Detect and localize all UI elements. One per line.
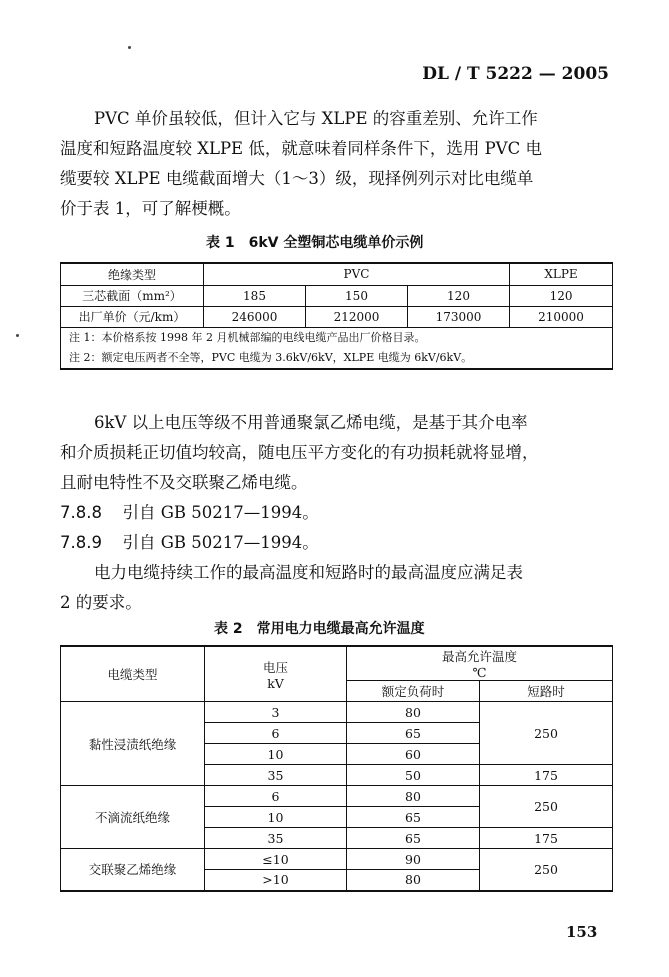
header-cell [205,646,347,702]
text-line: 6kV 以上电压等级不用普通聚氯乙烯电缆，是基于其介电率 [94,413,528,432]
text-line: 价于表 1，可了解梗概。 [60,199,241,218]
table-cell: 50 [347,765,480,786]
row-label: 出厂单价（元/km） [61,306,204,327]
table-cell: 246000 [204,306,306,327]
table-cell: 35 [205,765,347,786]
table-notes [61,327,613,369]
header-cell: 电缆类型 [61,646,205,702]
table-2 [60,645,613,892]
paragraph-3 [60,558,612,618]
table-cell: 250 [480,849,613,891]
scan-speck [16,334,19,337]
text-line: 缆要较 XLPE 电缆截面增大（1～3）级，现择例列示对比电缆单 [60,169,534,188]
text-line: PVC 单价虽较低，但计入它与 XLPE 的容重差别、允许工作 [94,109,538,128]
header-cell: XLPE [510,263,613,285]
table-1 [60,262,613,370]
table-cell: 65 [347,828,480,849]
table-cell: 60 [347,744,480,765]
table-cell: 80 [347,870,480,891]
table-cell: 175 [480,765,613,786]
paragraph-2 [60,408,612,498]
table-row [61,285,613,306]
table-cell: >10 [205,870,347,891]
table-2-caption: 表 2 常用电力电缆最高允许温度 [214,621,425,637]
table-cell: 6 [205,786,347,807]
table-cell: 35 [205,828,347,849]
table-note: 注 1：本价格系按 1998 年 2 月机械部编的电线电缆产品出厂价格目录。 [69,330,426,344]
table-cell: 185 [204,285,306,306]
document-id: DL / T 5222 — 2005 [422,64,609,84]
table-cell: 80 [347,786,480,807]
text-line: 温度和短路温度较 XLPE 低，就意味着同样条件下，选用 PVC 电 [60,139,542,158]
header-voltage-unit: kV [267,675,284,691]
row-label: 三芯截面（mm²） [61,285,204,306]
clause-text: 引自 GB 50217—1994。 [122,503,319,522]
cable-type-cell: 不滴流纸绝缘 [61,786,205,849]
header-voltage: 电压 [262,659,288,675]
clause-7-8-9 [60,528,612,558]
cable-type-cell: 黏性浸渍纸绝缘 [61,702,205,786]
clause-number: 7.8.8 [60,503,102,522]
table-cell: 250 [480,786,613,828]
table-cell: 210000 [510,306,613,327]
text-line: 和介质损耗正切值均较高，随电压平方变化的有功损耗就将显增， [60,443,539,462]
table-cell: 6 [205,723,347,744]
scan-speck [128,46,131,49]
text-line: 2 的要求。 [60,593,142,612]
table-cell: ≤10 [205,849,347,870]
header-cell: 额定负荷时 [347,681,480,702]
header-cell: PVC [204,263,510,285]
header-cell [347,646,613,681]
table-cell: 250 [480,702,613,765]
header-cell: 短路时 [480,681,613,702]
clause-7-8-8 [60,498,612,528]
table-row [61,702,613,723]
paragraph-1 [60,104,612,224]
table-cell: 150 [306,285,408,306]
table-header-row [61,646,613,681]
clause-number: 7.8.9 [60,533,102,552]
table-header-row [61,263,613,285]
table-cell: 10 [205,807,347,828]
header-cell: 绝缘类型 [61,263,204,285]
table-notes-row [61,327,613,369]
table-cell: 90 [347,849,480,870]
table-cell: 212000 [306,306,408,327]
text-line: 电力电缆持续工作的最高温度和短路时的最高温度应满足表 [94,563,523,582]
clause-list [60,498,612,558]
page-number: 153 [566,923,598,941]
table-cell: 10 [205,744,347,765]
cable-type-cell: 交联聚乙烯绝缘 [61,849,205,891]
table-cell: 3 [205,702,347,723]
clause-text: 引自 GB 50217—1994。 [122,533,319,552]
header-max-temp: 最高允许温度 [442,649,518,664]
table-cell: 120 [408,285,510,306]
header-temp-unit: ℃ [472,665,487,680]
table-cell: 80 [347,702,480,723]
text-line: 且耐电特性不及交联聚乙烯电缆。 [60,473,308,492]
table-note: 注 2：额定电压两者不全等，PVC 电缆为 3.6kV/6kV，XLPE 电缆为 6kV/6kV。 [69,350,473,364]
table-cell: 65 [347,807,480,828]
table-cell: 120 [510,285,613,306]
table-cell: 173000 [408,306,510,327]
table-row [61,786,613,807]
table-1-caption: 表 1 6kV 全塑铜芯电缆单价示例 [206,235,424,251]
table-cell: 65 [347,723,480,744]
table-row [61,306,613,327]
table-cell: 175 [480,828,613,849]
table-row [61,849,613,870]
